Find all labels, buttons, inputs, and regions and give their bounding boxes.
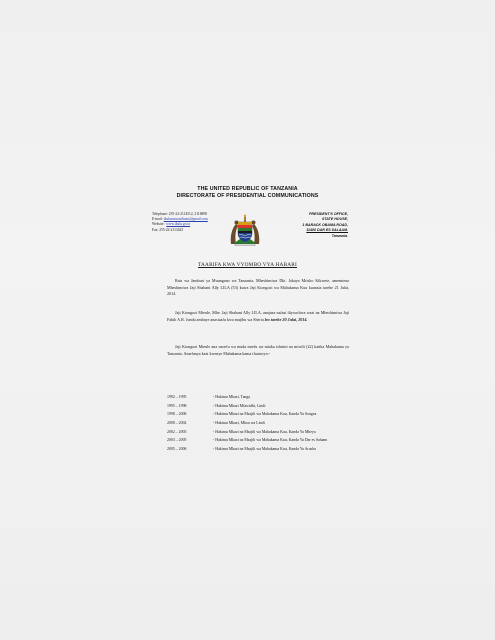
career-years: 1998 – 2000 — [167, 412, 187, 417]
address-line-country: Tanzania. — [331, 233, 348, 238]
career-row — [167, 404, 352, 410]
career-years: 1995 – 1998 — [167, 403, 187, 408]
paragraph-replacement-date: leo tarehe 20 Julai, 2014. — [264, 316, 308, 322]
career-row — [167, 430, 352, 436]
document-title: TAARIFA KWA VYOMBO VYA HABARI — [198, 262, 297, 268]
paragraph-appointment: Rais wa Jamhuri ya Muungano wa Tanzania, Mheshimiwa Dkt. Jakaya Mrisho Kikwete, amemteua Mheshimiwa Jaji Shabani Ally LILA (53) kuwa Jaji Kiongozi wa Mahakama Kuu kuanzia tarehe 21 Julai, 2014. — [167, 278, 349, 297]
career-position: - Hakimu Mkazi na Msajili wa Mahakama Kuu, Kanda Ya Arusha — [213, 447, 316, 452]
paragraph-experience: Jaji Kiongozi Mteule ana uzoefu wa muda mrefu wa miaka ishirini na miwili (22) katika Mahakama ya Tanzania. Amefanya kazi kwenye Mahakama kama ifuatavyo:- — [167, 344, 349, 356]
career-row — [167, 412, 352, 418]
career-position: - Hakimu Mkazi, Tanga — [213, 395, 251, 399]
address-line-city: 11400 DAR ES SALAAM. — [306, 228, 348, 233]
paragraph-replacement — [167, 310, 349, 323]
career-position: - Hakimu Mkazi na Msajili wa Mahakama Kuu, Kanda Ya Dar es Salaam — [213, 438, 328, 443]
career-list — [167, 395, 352, 456]
career-years: 1992 – 1995 — [167, 395, 187, 399]
header-line-republic: THE UNITED REPUBLIC OF TANZANIA — [197, 186, 298, 192]
career-position: - Hakimu Mkazi Mfawidhi, Lindi — [213, 403, 266, 408]
career-position: - Hakimu Mkazi, Mkoa wa Lindi — [213, 421, 265, 426]
career-row — [167, 421, 352, 427]
header-line-directorate: DIRECTORATE OF PRESIDENTIAL COMMUNICATIONS — [176, 193, 319, 199]
career-row — [167, 447, 352, 453]
career-years: 2005 – 2006 — [167, 447, 187, 452]
website-label: Website : — [152, 222, 167, 227]
career-years: 2002 – 2003 — [167, 429, 187, 434]
paragraph-replacement-text: Jaji Kiongozi Mteule, Mhe. Jaji Shabani Ally LILA, anajaza nafasi iliyoachwa wazi na Mheshimiwa Jaji Fakih A.R. Jundu ambaye anastaafu kwa mujibu wa Sheria — [167, 310, 349, 322]
coat-of-arms-emblem-icon — [227, 214, 263, 246]
career-position: - Hakimu Mkazi na Msajili wa Mahakama Kuu, Kanda Ya Songea — [213, 412, 317, 417]
address-line-state-house: STATE HOUSE, — [321, 217, 348, 222]
career-row — [167, 438, 352, 444]
address-line-office: PRESIDENT'S OFFICE, — [309, 212, 348, 216]
career-years: 2003 – 2005 — [167, 438, 187, 443]
website-link[interactable]: www.ikulu.go.tz — [166, 222, 191, 227]
contact-block — [152, 212, 208, 233]
email-label: E-mail: — [152, 217, 164, 222]
email-link[interactable]: ikulumawasiliano@gmail.com — [163, 217, 208, 222]
career-row — [167, 395, 352, 401]
telephone-text: Telephone: 255-22-2114512, 2116898 — [152, 212, 207, 216]
address-line-road: 1 BARACK OBAMA ROAD, — [302, 222, 348, 227]
career-years: 2000 – 2002 — [167, 421, 187, 426]
address-block — [302, 212, 348, 239]
career-position: - Hakimu Mkazi na Msajili wa Mahakama Kuu, Kanda Ya Mbeya — [213, 429, 316, 434]
fax-text: Fax: 255-22-2113425 — [152, 227, 184, 232]
